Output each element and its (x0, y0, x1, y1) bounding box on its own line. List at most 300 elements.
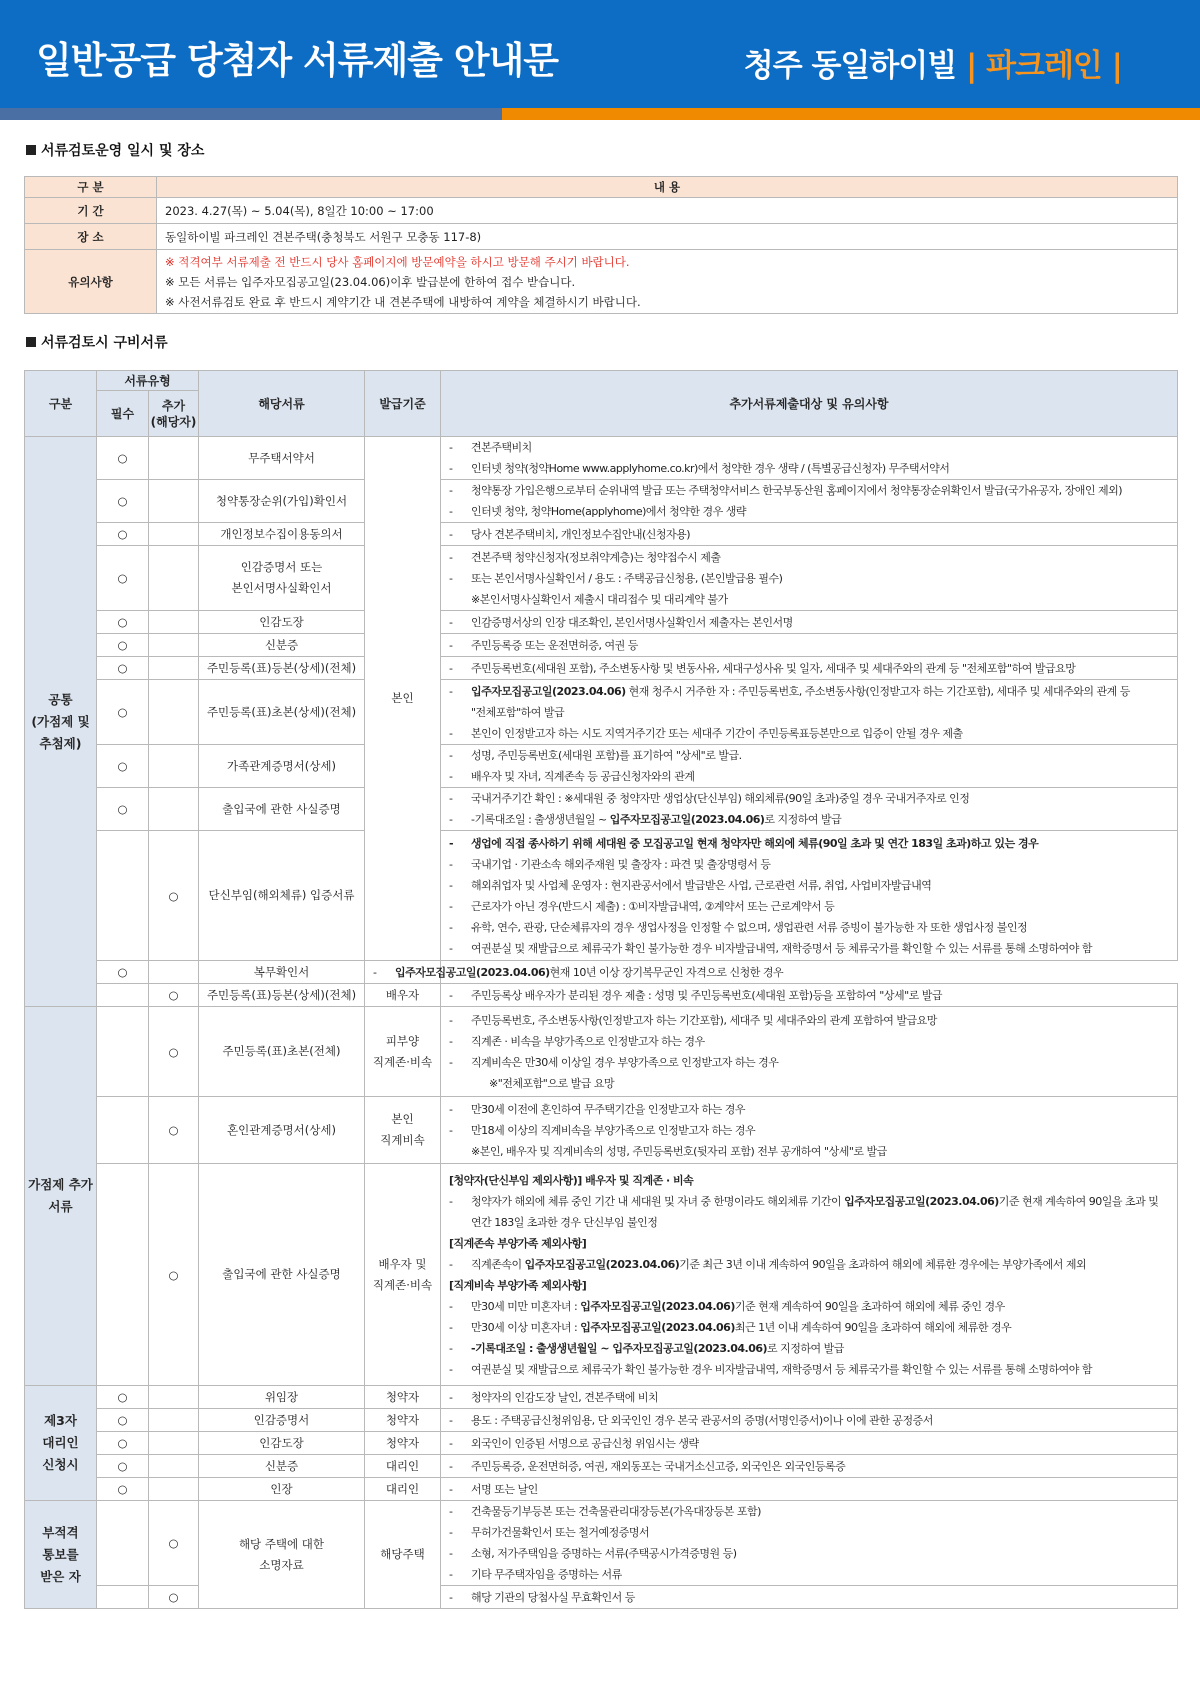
table-row (25, 523, 1178, 546)
dash-bullet: - (449, 1257, 453, 1271)
required-mark: ○ (97, 1432, 149, 1455)
row-label: 유의사항 (25, 250, 157, 314)
issue-basis (365, 437, 441, 961)
required-mark: ○ (97, 1386, 149, 1409)
category-label: 제3자 (44, 1413, 77, 1428)
notes-cell (441, 1586, 1178, 1609)
dash-bullet: - (449, 550, 453, 564)
col-doc-type: 서류유형 (97, 371, 199, 391)
document-label: 인감도장 (259, 614, 304, 629)
row-label: 장 소 (25, 224, 157, 250)
additional-label: 추가 (161, 398, 186, 413)
dash-bullet: - (449, 899, 453, 913)
basis-label: 피부양 (385, 1033, 420, 1048)
dash-bullet: - (449, 684, 453, 698)
dash-bullet: - (449, 505, 453, 518)
dash-bullet: - (449, 749, 453, 762)
dash-bullet: - (449, 638, 453, 652)
additional-mark (149, 480, 199, 523)
table-row (25, 1386, 1178, 1409)
notes-cell (441, 523, 1178, 546)
note-line: - 성명, 주민등록번호(세대원 포함)를 표기하여 "상세"로 발급. (449, 745, 1173, 766)
document-label: 신분증 (264, 1458, 299, 1473)
notes-cell (441, 788, 1178, 831)
document-label: 신분증 (264, 637, 299, 652)
document-label: 인감증명서 (253, 1412, 310, 1427)
note-line: - -기록대조일 : 출생생년월일 ~ 입주자모집공고일(2023.04.06)로 지정하여 발급 (449, 809, 1173, 830)
note-line: - 국내기업 · 기관소속 해외주재원 및 출장자 : 파견 및 출장명령서 등 (449, 854, 1173, 875)
note-line: - 만30세 이상 미혼자녀 : 입주자모집공고일(2023.04.06)최근 1년 이내 계속하여 90일을 초과하여 해외에 체류한 경우 (449, 1317, 1173, 1338)
additional-mark (149, 657, 199, 680)
note-line: - 당사 견본주택비치, 개인정보수집안내(신청자용) (449, 524, 1173, 545)
document-name (199, 1386, 365, 1409)
table-row (25, 831, 1178, 961)
note-emphasis: 입주자모집공고일(2023.04.06) (471, 684, 626, 698)
dash-bullet: - (449, 615, 453, 629)
document-name (199, 1007, 365, 1097)
document-label: 혼인관계증명서(상세) (227, 1122, 336, 1137)
dash-bullet: - (449, 836, 454, 850)
issue-basis (365, 1432, 441, 1455)
basis-label: 직계존·비속 (372, 1277, 433, 1292)
required-mark (97, 984, 149, 1007)
required-mark: ○ (97, 437, 149, 480)
basis-label: 직계비속 (380, 1133, 425, 1147)
table-row (25, 1097, 1178, 1164)
row-label: 기 간 (25, 198, 157, 224)
notes-cell (441, 1501, 1178, 1586)
note-emphasis: 입주자모집공고일(2023.04.06) (580, 1320, 735, 1334)
basis-label: 직계존·비속 (372, 1054, 433, 1069)
document-label: 청약통장순위(가입)확인서 (215, 493, 348, 508)
notes-cell (441, 611, 1178, 634)
notes-cell (441, 984, 1178, 1007)
dash-bullet: - (449, 1390, 453, 1404)
required-mark: ○ (97, 1409, 149, 1432)
dash-bullet: - (449, 1123, 453, 1137)
section-title-schedule (26, 140, 204, 160)
table-row (25, 611, 1178, 634)
col-required: 필수 (97, 391, 149, 437)
document-label: 주민등록(표)등본(상세)(전체) (206, 660, 357, 675)
col-notes: 추가서류제출대상 및 유의사항 (441, 371, 1178, 437)
row-value: 2023. 4.27(목) ~ 5.04(목), 8일간 10:00 ~ 17:00 (157, 198, 1178, 224)
document-name (199, 1164, 365, 1386)
dash-bullet: - (449, 1055, 453, 1069)
table-row (25, 546, 1178, 611)
dash-bullet: - (449, 792, 453, 805)
document-name (199, 831, 365, 961)
note-line: - 주민등록증 또는 운전면허증, 여권 등 (449, 635, 1173, 656)
row-value (157, 250, 1178, 314)
note-line: - 해외취업자 및 사업체 운영자 : 현지관공서에서 발급받은 사업, 근로관련 서류, 취업, 사업비자발급내역 (449, 875, 1173, 896)
notice-line: ※ 적격여부 서류제출 전 반드시 당사 홈페이지에 방문예약을 하시고 방문해 주시기 바랍니다. (165, 254, 630, 269)
document-name (199, 680, 365, 745)
table-row (25, 657, 1178, 680)
additional-mark (149, 1409, 199, 1432)
required-mark: ○ (97, 788, 149, 831)
note-line: - 견본주택비치 (449, 437, 1173, 458)
note-line: ※본인, 배우자 및 직계비속의 성명, 주민등록번호(뒷자리 포함) 전부 공개하여 "상세"로 발급 (471, 1144, 887, 1158)
note-emphasis: -기록대조일 : 출생생년월일 ~ 입주자모집공고일(2023.04.06) (471, 1341, 768, 1355)
document-name (199, 788, 365, 831)
brand-mark: | 파크레인 | (965, 48, 1122, 84)
dash-bullet: - (449, 1459, 453, 1473)
dash-bullet: - (449, 1436, 453, 1450)
notes-cell (365, 961, 784, 984)
additional-mark: ○ (149, 831, 199, 961)
table-row (25, 984, 1178, 1007)
note-line: - 입주자모집공고일(2023.04.06)현재 10년 이상 장기복무군인 자격으로 신청한 경우 (373, 962, 436, 983)
note-line: - 직계비속은 만30세 이상일 경우 부양가족으로 인정받고자 하는 경우 (449, 1052, 1173, 1073)
document-label: 본인서명사실확인서 (231, 581, 332, 595)
note-line: - 근로자가 아닌 경우(반드시 제출) : ①비자발급내역, ②계약서 또는 근로계약서 등 (449, 896, 1173, 917)
document-name (199, 546, 365, 611)
note-line: - 여권분실 및 재발급으로 체류국가 확인 불가능한 경우 비자발급내역, 재학증명서 등 체류국가를 확인할 수 있는 서류를 통해 소명하여야 함 (449, 1359, 1173, 1380)
issue-basis (365, 1409, 441, 1432)
required-mark: ○ (97, 523, 149, 546)
basis-label: 청약자 (385, 1389, 420, 1404)
note-line: - 해당 기관의 당첨사실 무효확인서 등 (449, 1587, 1173, 1608)
note-line: - 주민등록번호, 주소변동사항(인정받고자 하는 기간포함), 세대주 및 세대주와의 관계 포함하여 발급요망 (449, 1010, 1173, 1031)
basis-label: 청약자 (385, 1435, 420, 1450)
basis-label: 배우자 (385, 987, 420, 1002)
category-cell (25, 1386, 97, 1501)
additional-mark (149, 437, 199, 480)
basis-label: 해당주택 (380, 1547, 425, 1561)
document-label: 인장 (270, 1481, 293, 1496)
complex-name (744, 40, 1122, 85)
table-row (25, 1455, 1178, 1478)
table-row (25, 1432, 1178, 1455)
issue-basis (365, 984, 441, 1007)
table-row (25, 1164, 1178, 1386)
note-line: - 견본주택 청약신청자(정보취약계층)는 청약접수시 제출 (449, 547, 1173, 568)
dash-bullet: - (449, 941, 453, 955)
document-name (199, 984, 365, 1007)
document-label: 인감증명서 또는 (240, 560, 323, 574)
required-mark (97, 1097, 149, 1164)
dash-bullet: - (449, 1341, 453, 1355)
table-header-row (25, 371, 1178, 391)
table-row (25, 1501, 1178, 1586)
col-category: 구 분 (25, 177, 157, 198)
table-row (25, 437, 1178, 480)
document-name (199, 1501, 365, 1609)
dash-bullet: - (449, 484, 453, 497)
required-mark: ○ (97, 657, 149, 680)
section-title-text: 서류검토운영 일시 및 장소 (41, 143, 205, 159)
table-header-row (25, 177, 1178, 198)
note-line: - 입주자모집공고일(2023.04.06) 현재 청주시 거주한 자 : 주민등록번호, 주소변동사항(인정받고자 하는 기간포함), 세대주 및 세대주와의 관계 등 (449, 681, 1173, 702)
note-line: - 본인이 인정받고자 하는 시도 지역거주기간 또는 세대주 기간이 주민등록표등본만으로 입증이 안될 경우 제출 (449, 723, 1173, 744)
table-row (25, 745, 1178, 788)
note-line: - 생업에 직접 종사하기 위해 세대원 중 모집공고일 현재 청약자만 해외에 체류(90일 초과 및 연간 183일 초과)하고 있는 경우 (449, 833, 1173, 854)
note-line: - 기타 무주택자임을 증명하는 서류 (449, 1564, 1173, 1585)
dash-bullet: - (449, 1526, 453, 1539)
table-row (25, 250, 1178, 314)
note-line: - 주민등록상 배우자가 분리된 경우 제출 : 성명 및 주민등록번호(세대원 포함)등을 포함하여 "상세"로 발급 (449, 985, 1173, 1006)
dash-bullet: - (449, 661, 453, 675)
additional-mark (149, 961, 199, 984)
category-cell (25, 437, 97, 1007)
additional-mark (149, 1432, 199, 1455)
note-line: - 유학, 연수, 관광, 단순체류자의 경우 생업사정을 인정할 수 없으며, 생업관련 서류 증빙이 불가능한 자 또한 생업사정 불인정 (449, 917, 1173, 938)
table-row (25, 224, 1178, 250)
document-label: 주민등록(표)초본(전체) (222, 1044, 341, 1058)
dash-bullet: - (449, 571, 453, 585)
document-label: 인감도장 (259, 1435, 304, 1450)
document-name (199, 437, 365, 480)
additional-mark (149, 546, 199, 611)
note-line: - 서명 또는 날인 (449, 1479, 1173, 1500)
document-name (199, 1455, 365, 1478)
note-emphasis: 입주자모집공고일(2023.04.06) (395, 965, 550, 979)
table-row (25, 1409, 1178, 1432)
note-line: - 청약자가 해외에 체류 중인 기간 내 세대원 및 자녀 중 한명이라도 해외체류 기간이 입주자모집공고일(2023.04.06)기준 현재 계속하여 90일을 초과 및 (449, 1191, 1173, 1212)
document-label: 개인정보수집이용동의서 (220, 526, 343, 541)
additional-mark (149, 1386, 199, 1409)
category-cell (25, 1501, 97, 1609)
issue-basis (365, 1007, 441, 1097)
additional-mark (149, 523, 199, 546)
documents-table (24, 370, 1178, 1609)
note-line: - 직계존속이 입주자모집공고일(2023.04.06)기준 최근 3년 이내 계속하여 90일을 초과하여 해외에 체류한 경우에는 부양가족에서 제외 (449, 1254, 1173, 1275)
section-title-text: 서류검토시 구비서류 (41, 335, 168, 351)
required-mark: ○ (97, 546, 149, 611)
additional-mark: ○ (149, 1097, 199, 1164)
basis-label: 대리인 (385, 1481, 420, 1496)
notes-cell (441, 1386, 1178, 1409)
dash-bullet: - (449, 857, 453, 871)
note-line: - 건축물등기부등본 또는 건축물관리대장등본(가옥대장등본 포함) (449, 1501, 1173, 1522)
additional-mark (149, 1478, 199, 1501)
basis-label: 본인 (391, 691, 414, 705)
notes-cell (441, 1409, 1178, 1432)
document-label: 복무확인서 (253, 964, 310, 979)
dash-bullet: - (449, 1362, 453, 1376)
additional-mark: ○ (149, 1586, 199, 1609)
issue-basis (365, 1386, 441, 1409)
category-label: 대리인 (42, 1435, 79, 1450)
note-line: [직계비속 부양가족 제외사항] (449, 1278, 587, 1292)
row-value: 동일하이빌 파크레인 견본주택(충청북도 서원구 모충동 117-8) (157, 224, 1178, 250)
col-basis: 발급기준 (365, 371, 441, 437)
required-mark (97, 1501, 149, 1586)
document-name (199, 745, 365, 788)
additional-mark: ○ (149, 1007, 199, 1097)
note-line: - 인감증명서상의 인장 대조확인, 본인서명사실확인서 제출자는 본인서명 (449, 612, 1173, 633)
document-label: 주민등록(표)등본(상세)(전체) (206, 987, 357, 1002)
note-line: "전체포함"하여 발급 (471, 705, 565, 719)
dash-bullet: - (449, 462, 453, 475)
table-row (25, 961, 1178, 984)
required-mark: ○ (97, 480, 149, 523)
note-line: - 인터넷 청약, 청약Home(applyhome)에서 청약한 경우 생략 (449, 501, 1173, 522)
document-name (199, 611, 365, 634)
notes-cell (441, 1164, 1178, 1386)
notes-cell (441, 657, 1178, 680)
table-row (25, 1586, 1178, 1609)
note-line: - 만18세 이상의 직계비속을 부양가족으로 인정받고자 하는 경우 (449, 1120, 1173, 1141)
required-mark: ○ (97, 1478, 149, 1501)
note-line: - 무허가건물확인서 또는 철거예정증명서 (449, 1522, 1173, 1543)
table-row (25, 198, 1178, 224)
document-name (199, 1097, 365, 1164)
note-emphasis: 입주자모집공고일(2023.04.06) (524, 1257, 680, 1271)
table-row (25, 680, 1178, 745)
note-line: - 용도 : 주택공급신청위임용, 단 외국인인 경우 본국 관공서의 증명(서명인증서)이나 이에 관한 공정증서 (449, 1410, 1173, 1431)
notes-cell (441, 831, 1178, 961)
dash-bullet: - (449, 988, 453, 1002)
additional-mark: ○ (149, 984, 199, 1007)
additional-mark: ○ (149, 1501, 199, 1586)
square-bullet-icon (26, 145, 36, 155)
note-emphasis: 입주자모집공고일(2023.04.06) (844, 1194, 999, 1208)
square-bullet-icon (26, 337, 36, 347)
notes-cell (441, 546, 1178, 611)
note-line: ※본인서명사실확인서 제출시 대리접수 및 대리계약 불가 (471, 592, 728, 606)
issue-basis (365, 1097, 441, 1164)
page-title: 일반공급 당첨자 서류제출 안내문 (36, 39, 559, 82)
document-label: 무주택서약서 (248, 450, 315, 465)
note-line: - 또는 본인서명사실확인서 / 용도 : 주택공급신청용, (본인발급용 필수) (449, 568, 1173, 589)
schedule-table (24, 176, 1178, 314)
note-line: - 청약자의 인감도장 날인, 견본주택에 비치 (449, 1387, 1173, 1408)
additional-mark (149, 745, 199, 788)
additional-mark (149, 788, 199, 831)
dash-bullet: - (449, 1194, 453, 1208)
col-document: 해당서류 (199, 371, 365, 437)
note-line: - 국내거주기간 확인 : ※세대원 중 청약자만 생업상(단신부임) 해외체류(90일 초과)중일 경우 국내거주자로 인정 (449, 788, 1173, 809)
notes-cell (441, 1478, 1178, 1501)
required-mark (97, 1164, 149, 1386)
category-label: 부적격 (42, 1524, 79, 1540)
note-line: - 인터넷 청약(청약Home www.applyhome.co.kr)에서 청약한 경우 생략 / (특별공급신청자) 무주택서약서 (449, 458, 1173, 479)
dash-bullet: - (449, 527, 453, 541)
complex-title: 청주 동일하이빌 (743, 48, 957, 84)
note-line: ※"전체포함"으로 발급 요망 (489, 1076, 615, 1090)
notice-line: ※ 사전서류검토 완료 후 반드시 계약기간 내 견본주택에 내방하여 계약을 체결하시기 바랍니다. (165, 294, 641, 309)
notes-cell (441, 1432, 1178, 1455)
notes-cell (441, 437, 1178, 480)
document-label: 가족관계증명서(상세) (227, 758, 336, 773)
table-row (25, 1007, 1178, 1097)
category-label: 추첨제) (39, 735, 82, 751)
dash-bullet: - (449, 770, 453, 783)
note-line: [청약자(단신부임 제외사항)] 배우자 및 직계존 · 비속 (449, 1173, 694, 1187)
document-label: 주민등록(표)초본(상세)(전체) (206, 704, 357, 719)
note-emphasis: 입주자모집공고일(2023.04.06) (609, 813, 765, 826)
document-name (199, 1432, 365, 1455)
required-mark: ○ (97, 745, 149, 788)
additional-mark (149, 1455, 199, 1478)
document-name (199, 1478, 365, 1501)
basis-label: 본인 (391, 1112, 414, 1126)
document-label: 위임장 (264, 1389, 299, 1404)
notes-cell (441, 1455, 1178, 1478)
additional-sub-label: (해당자) (150, 414, 197, 429)
issue-basis (365, 1164, 441, 1386)
category-label: (가점제 및 (31, 713, 90, 729)
note-line: - 외국인이 인증된 서명으로 공급신청 위임시는 생략 (449, 1433, 1173, 1454)
required-mark: ○ (97, 961, 149, 984)
additional-mark: ○ (149, 1164, 199, 1386)
category-label: 통보를 (42, 1546, 79, 1562)
required-mark: ○ (97, 634, 149, 657)
required-mark (97, 1007, 149, 1097)
dash-bullet: - (449, 1547, 453, 1560)
document-name (199, 634, 365, 657)
table-row (25, 634, 1178, 657)
col-additional (149, 391, 199, 437)
dash-bullet: - (449, 1102, 453, 1116)
dash-bullet: - (449, 1482, 453, 1496)
document-name (199, 961, 365, 984)
col-category: 구분 (25, 371, 97, 437)
note-line: - 주민등록번호(세대원 포함), 주소변동사항 및 변동사유, 세대구성사유 및 일자, 세대주 및 세대주와의 관계 등 "전체포함"하여 발급요망 (449, 658, 1173, 679)
notes-cell (441, 1097, 1178, 1164)
notice-line: ※ 모든 서류는 입주자모집공고일(23.04.06)이후 발급분에 한하여 접수 받습니다. (165, 274, 576, 289)
notes-cell (441, 634, 1178, 657)
note-line: - 배우자 및 자녀, 직계존속 등 공급신청자와의 관계 (449, 766, 1173, 787)
table-row (25, 1478, 1178, 1501)
header-banner (0, 0, 1200, 108)
section-title-documents (26, 332, 168, 352)
dash-bullet: - (373, 965, 377, 979)
note-line: - -기록대조일 : 출생생년월일 ~ 입주자모집공고일(2023.04.06)로 지정하여 발급 (449, 1338, 1173, 1359)
document-name (199, 523, 365, 546)
category-label: 서류 (48, 1199, 73, 1214)
dash-bullet: - (449, 1034, 453, 1048)
document-label: 출입국에 관한 사실증명 (222, 801, 341, 816)
note-emphasis: 입주자모집공고일(2023.04.06) (580, 1299, 735, 1313)
document-label: 단신부임(해외체류) 입증서류 (208, 888, 355, 902)
dash-bullet: - (449, 1413, 453, 1427)
note-line: - 만30세 미만 미혼자녀 : 입주자모집공고일(2023.04.06)기준 현재 계속하여 90일을 초과하여 해외에 체류 중인 경우 (449, 1296, 1173, 1317)
category-cell (25, 1007, 97, 1386)
document-label: 해당 주택에 대한 (238, 1536, 325, 1551)
document-name (199, 480, 365, 523)
note-line: - 여권분실 및 재발급으로 체류국가 확인 불가능한 경우 비자발급내역, 재학증명서 등 체류국가를 확인할 수 있는 서류를 통해 소명하여야 함 (449, 938, 1173, 959)
issue-basis (365, 1478, 441, 1501)
notes-cell (441, 1007, 1178, 1097)
basis-label: 대리인 (385, 1458, 420, 1473)
dash-bullet: - (449, 1505, 453, 1518)
table-row (25, 788, 1178, 831)
dash-bullet: - (449, 1320, 453, 1334)
basis-label: 배우자 및 (378, 1256, 427, 1271)
dash-bullet: - (449, 1013, 453, 1027)
required-mark: ○ (97, 680, 149, 745)
dash-bullet: - (449, 1299, 453, 1313)
document-label: 소명자료 (259, 1557, 304, 1572)
note-line: - 소형, 저가주택임을 증명하는 서류(주택공시가격증명원 등) (449, 1543, 1173, 1564)
note-line: [직계존속 부양가족 제외사항] (449, 1236, 587, 1250)
header-stripe-blue (0, 108, 502, 120)
issue-basis (365, 1501, 441, 1609)
dash-bullet: - (449, 726, 453, 740)
additional-mark (149, 634, 199, 657)
document-name (199, 1409, 365, 1432)
notes-cell (441, 745, 1178, 788)
category-label: 신청시 (42, 1457, 79, 1472)
category-label: 받은 자 (40, 1568, 81, 1584)
note-line: - 청약통장 가입은행으로부터 순위내역 발급 또는 주택청약서비스 한국부동산원 홈페이지에서 청약통장순위확인서 발급(국가유공자, 장애인 제외) (449, 480, 1173, 501)
dash-bullet: - (449, 878, 453, 892)
required-mark: ○ (97, 1455, 149, 1478)
basis-label: 청약자 (385, 1412, 420, 1427)
